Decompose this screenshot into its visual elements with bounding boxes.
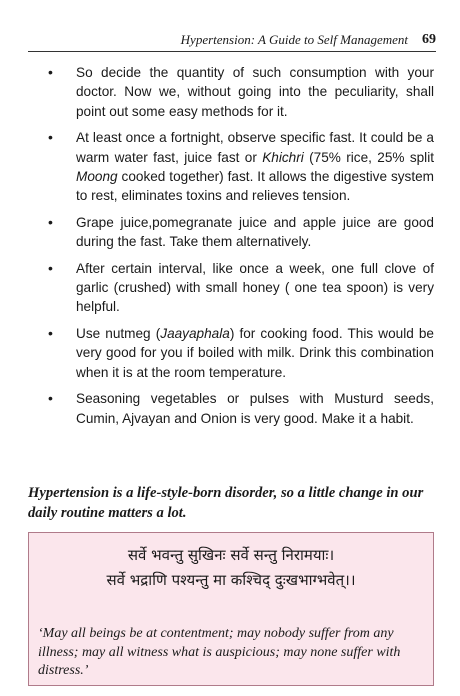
list-item-text: ) for cooking food. This would be very good for you if boiled with milk. Drink this combination when it is at the room temperature. [76,325,434,380]
bullet-icon: • [48,259,53,276]
running-header [28,26,436,52]
list-item-text: cooked together) fast. It allows the digestive system to rest, eliminates toxins and relieves tension. [76,169,434,204]
list-item-text: At least once a fortnight, observe specific fast. It could be a warm water fast, juice fast or [76,130,434,165]
bullet-icon: • [48,129,53,146]
list-item [48,259,434,317]
bullet-icon: • [48,324,53,341]
list-item-text: After certain interval, like once a week, one full clove of garlic (crushed) with small honey ( one tea spoon) is very helpful. [76,260,434,315]
list-item-text: So decide the quantity of such consumption with your doctor. Now we, without going into the peculiarity, shall point out some easy methods for it. [76,65,434,119]
list-item-text: Seasoning vegetables or pulses with Musturd seeds, Cumin, Ajvayan and Onion is very good. Make it a habit. [76,391,434,426]
list-item [48,128,434,206]
bullet-icon: • [48,390,53,407]
list-item-text: Grape juice,pomegranate juice and apple juice are good during the fast. Take them alternatively. [76,214,434,250]
sanskrit-line-2: सर्वे भद्राणि पश्यन्तु मा कश्चिद् दुःखभाग्भवेत्।। [106,571,356,589]
shloka-box [28,532,434,686]
list-item-text: (75% rice, 25% split [303,149,435,165]
list-item-emphasis: Khichri [262,149,304,165]
sanskrit-verse [29,543,433,593]
list-item [48,324,434,382]
running-title: Hypertension: A Guide to Self Management [180,32,408,47]
list-item [48,213,434,252]
list-item-text: Use nutmeg ( [76,325,161,341]
bullet-list [48,63,434,435]
list-item [48,63,434,121]
verse-translation: ‘May all beings be at contentment; may nobody suffer from any illness; may all witness what is auspicious; may none suffer with distress.’ [38,626,401,678]
page-number: 69 [422,32,436,47]
conclusion-statement: Hypertension is a life-style-born disorder, so a little change in our daily routine matters a lot. [28,485,424,521]
list-item [48,389,434,428]
bullet-icon: • [48,64,53,80]
list-item-emphasis: Jaayaphala [160,325,230,341]
bullet-icon: • [48,213,53,230]
sanskrit-line-1: सर्वे भवन्तु सुखिनः सर्वे सन्तु निरामयाः। [127,546,335,564]
list-item-emphasis: Moong [76,169,118,185]
